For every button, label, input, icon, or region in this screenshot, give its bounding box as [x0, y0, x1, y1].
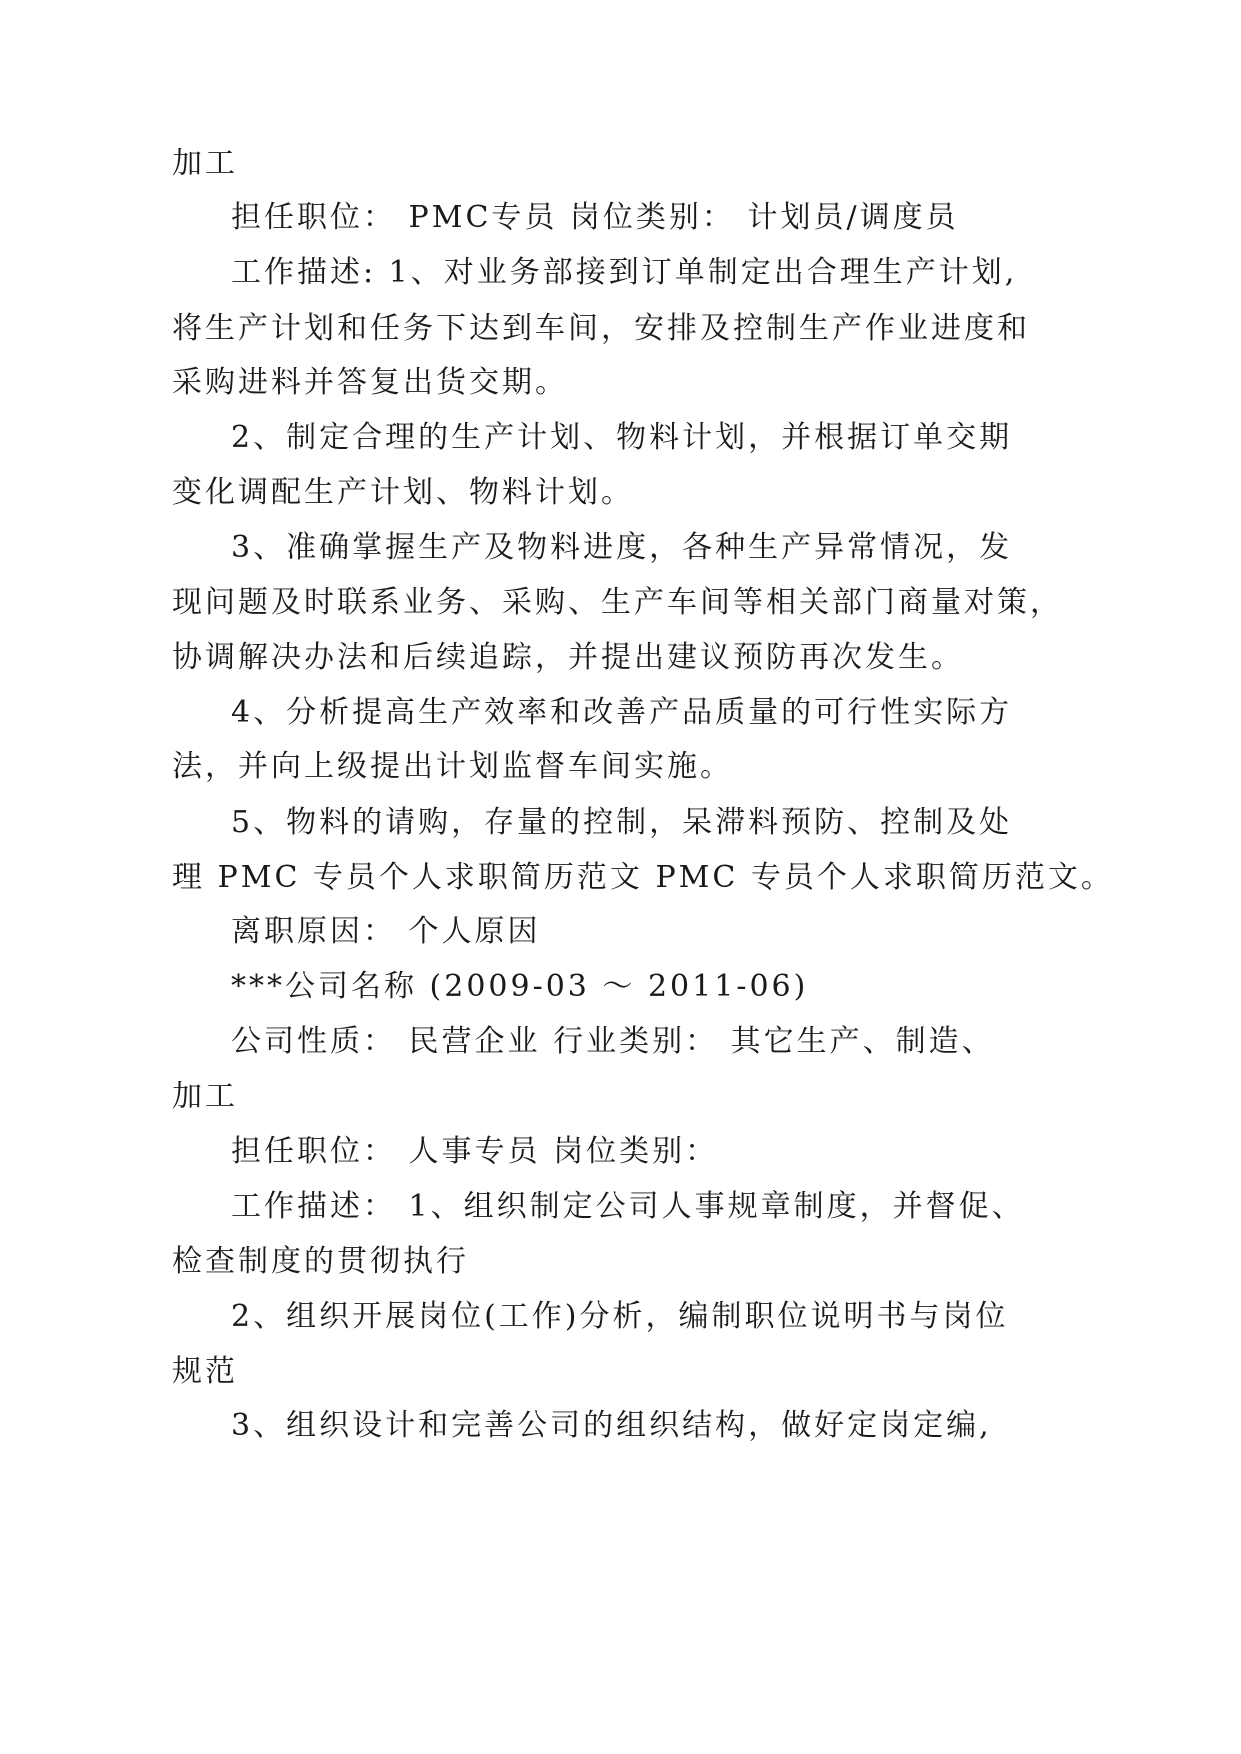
text-line: 工作描述: 1、对业务部接到订单制定出合理生产计划,	[231, 255, 1018, 290]
text-line: 法，并向上级提出计划监督车间实施。	[172, 749, 733, 784]
text-line: 工作描述： 1、组织制定公司人事规章制度，并督促、	[231, 1189, 1025, 1224]
text-line: 担任职位： PMC专员 岗位类别： 计划员/调度员	[231, 200, 959, 235]
text-line: 将生产计划和任务下达到车间，安排及控制生产作业进度和	[172, 311, 1030, 346]
text-line: 2、组织开展岗位(工作)分析，编制职位说明书与岗位	[231, 1299, 1009, 1334]
text-line: 4、分析提高生产效率和改善产品质量的可行性实际方	[231, 695, 1013, 730]
text-line: 协调解决办法和后续追踪，并提出建议预防再次发生。	[172, 640, 964, 675]
text-line: 3、准确掌握生产及物料进度，各种生产异常情况，发	[231, 530, 1013, 565]
text-line: 担任职位： 人事专员 岗位类别：	[231, 1134, 719, 1169]
text-line: 2、制定合理的生产计划、物料计划，并根据订单交期	[231, 420, 1013, 455]
text-line: 采购进料并答复出货交期。	[172, 365, 568, 400]
text-line: 变化调配生产计划、物料计划。	[172, 475, 634, 510]
text-line: ***公司名称 (2009-03 ～ 2011-06)	[231, 969, 809, 1004]
text-line: 检查制度的贯彻执行	[172, 1244, 469, 1279]
text-line: 离职原因： 个人原因	[231, 914, 541, 949]
text-line: 理 PMC 专员个人求职简历范文 PMC 专员个人求职简历范文。	[172, 860, 1114, 895]
text-line: 加工	[172, 146, 238, 181]
text-line: 加工	[172, 1079, 238, 1114]
text-line: 规范	[172, 1354, 238, 1389]
text-line: 3、组织设计和完善公司的组织结构，做好定岗定编,	[231, 1408, 992, 1443]
text-line: 现问题及时联系业务、采购、生产车间等相关部门商量对策，	[172, 585, 1063, 620]
text-line: 公司性质： 民营企业 行业类别： 其它生产、制造、	[231, 1024, 995, 1059]
text-line: 5、物料的请购，存量的控制，呆滞料预防、控制及处	[231, 805, 1013, 840]
